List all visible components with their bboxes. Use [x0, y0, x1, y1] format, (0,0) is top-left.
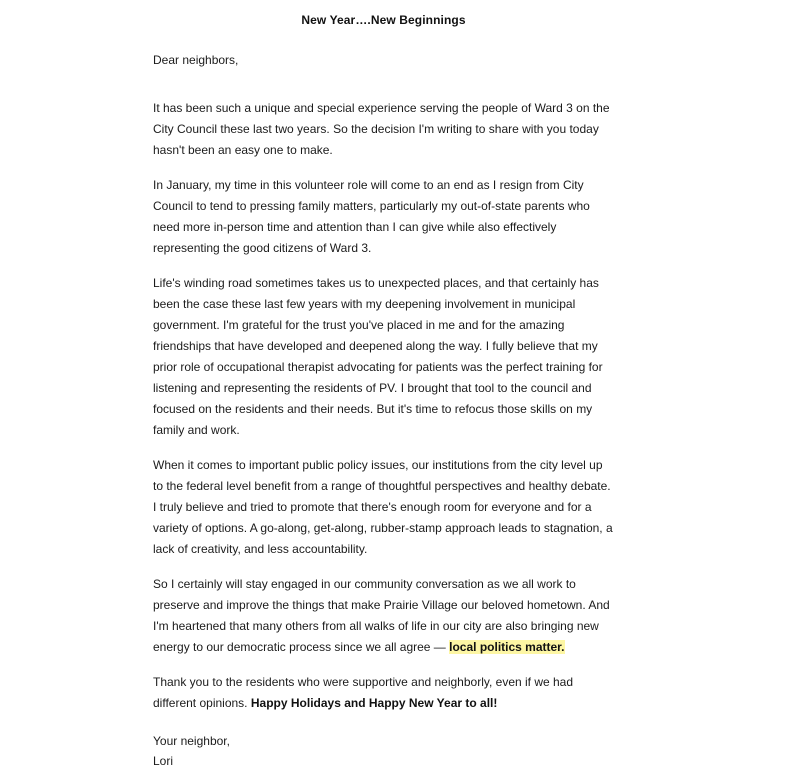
- paragraph-service-experience: It has been such a unique and special experience serving the people of Ward 3 on the City Council these last two years. So the decision I'm writing to share with you today hasn't been an easy one to make.: [153, 101, 610, 157]
- salutation-line: Dear neighbors,: [153, 53, 239, 67]
- holiday-greeting-bold: Happy Holidays and Happy New Year to all!: [250, 696, 498, 710]
- letter-body-container: [153, 0, 614, 771]
- paragraph-reflection: Life's winding road sometimes takes us to unexpected places, and that certainly has been the case these last few years with my deepening involvement in municipal government. I'm grateful for the trust you've placed in me and for the amazing friendships that have developed and deepened along the way. I fully believe that my prior role of occupational therapist advocating for patients was the perfect training for listening and representing the residents of PV. I brought that tool to the council and focused on the residents and their needs. But it's time to refocus those skills on my family and work.: [153, 276, 603, 437]
- signature-name: Lori: [153, 754, 174, 768]
- page-title: New Year….New Beginnings: [301, 13, 466, 27]
- paragraph-community-engagement: [153, 560, 614, 658]
- paragraph-public-policy: When it comes to important public policy issues, our institutions from the city level up to the federal level benefit from a range of thoughtful perspectives and healthy debate. I truly believe and tried to promote that there's enough room for everyone and for a variety of options. A go-along, get-along, rubber-stamp approach leads to stagnation, a lack of creativity, and less accountability.: [153, 458, 613, 556]
- paragraph-thank-you-text: Thank you to the residents who were supportive and neighborly, even if we had different opinions.: [153, 675, 574, 710]
- paragraph-thank-you: [153, 658, 614, 714]
- paragraph-community-text: So I certainly will stay engaged in our community conversation as we all work to preserve and improve the things that make Prairie Village our beloved hometown. And I'm heartened that many others from all walks of life in our city are also bringing new energy to our democratic process since we all agree —: [153, 577, 610, 654]
- highlighted-phrase: local politics matter.: [449, 640, 565, 654]
- paragraph-resignation-announcement: In January, my time in this volunteer role will come to an end as I resign from City Council to tend to pressing family matters, particularly my out-of-state parents who need more in-person time and attention than I can give while also effectively representing the good citizens of Ward 3.: [153, 178, 590, 255]
- closing-line: Your neighbor,: [153, 734, 230, 748]
